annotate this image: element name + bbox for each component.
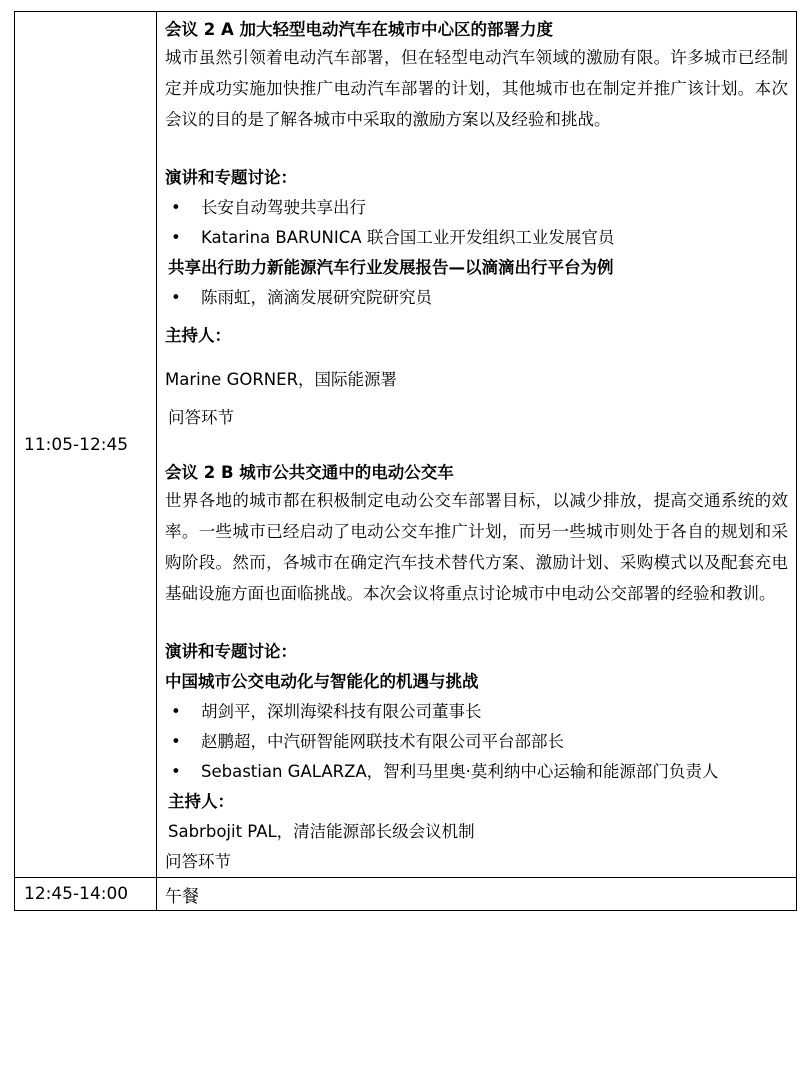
time-cell xyxy=(15,878,157,911)
speaker-item: • Katarina BARUNICA 联合国工业开发组织工业发展官员 xyxy=(165,223,788,253)
speaker-item: • 胡剑平，深圳海梁科技有限公司董事长 xyxy=(165,697,788,727)
session-b-description: 世界各地的城市都在积极制定电动公交车部署目标，以减少排放，提高交通系统的效率。一些城市已经启动了电动公交车推广计划，而另一些城市则处于各自的规划和采购阶段。然而，各城市在确定汽车技术替代方案、激励计划、采购模式以及配套充电基础设施方面也面临挑战。本次会议将重点讨论城市中电动公交部署的经验和教训。 xyxy=(165,491,788,603)
time-cell xyxy=(15,12,157,878)
session-a-description: 城市虽然引领着电动汽车部署，但在轻型电动汽车领域的激励有限。许多城市已经制定并成功实施加快推广电动汽车部署的计划，其他城市也在制定并推广该计划。本次会议的目的是了解各城市中采取的激励方案以及经验和挑战。 xyxy=(165,48,788,129)
agenda-row-lunch xyxy=(15,878,797,911)
session-a-host: Marine GORNER，国际能源署 xyxy=(165,370,398,389)
agenda-table xyxy=(14,11,797,911)
session-b-qa: 问答环节 xyxy=(165,852,231,871)
session-b-speaker-list xyxy=(165,697,788,787)
session-b-talks-label: 演讲和专题讨论： xyxy=(165,642,297,661)
session-a-speaker-list xyxy=(165,193,788,253)
session-a-report-title: 共享出行助力新能源汽车行业发展报告—以滴滴出行平台为例 xyxy=(168,258,614,277)
session-b-subtopic: 中国城市公交电动化与智能化的机遇与挑战 xyxy=(165,672,479,691)
speaker-item: • 长安自动驾驶共享出行 xyxy=(165,193,788,223)
lunch-label: 午餐 xyxy=(165,886,199,907)
session-a-talks-label: 演讲和专题讨论： xyxy=(165,168,297,187)
session-b-title: 会议 2 B 城市公共交通中的电动公交车 xyxy=(165,463,454,482)
session-a-host-label: 主持人： xyxy=(165,326,231,345)
lunch-cell xyxy=(157,878,797,911)
speaker-item: • 陈雨虹，滴滴发展研究院研究员 xyxy=(165,283,788,313)
session-a-qa: 问答环节 xyxy=(168,408,234,427)
session-b-host: Sabrbojit PAL，清洁能源部长级会议机制 xyxy=(168,822,475,841)
session-b-host-label: 主持人： xyxy=(168,792,234,811)
speaker-item: • Sebastian GALARZA，智利马里奥·莫利纳中心运输和能源部门负责人 xyxy=(165,757,788,787)
time-slot: 12:45-14:00 xyxy=(24,884,129,904)
agenda-row-sessions xyxy=(15,12,797,878)
session-content-cell xyxy=(157,12,797,878)
time-slot: 11:05-12:45 xyxy=(24,434,129,455)
speaker-item: • 赵鹏超，中汽研智能网联技术有限公司平台部部长 xyxy=(165,727,788,757)
session-a-title: 会议 2 A 加大轻型电动汽车在城市中心区的部署力度 xyxy=(165,20,553,39)
session-a-report-speaker-list xyxy=(165,283,788,313)
